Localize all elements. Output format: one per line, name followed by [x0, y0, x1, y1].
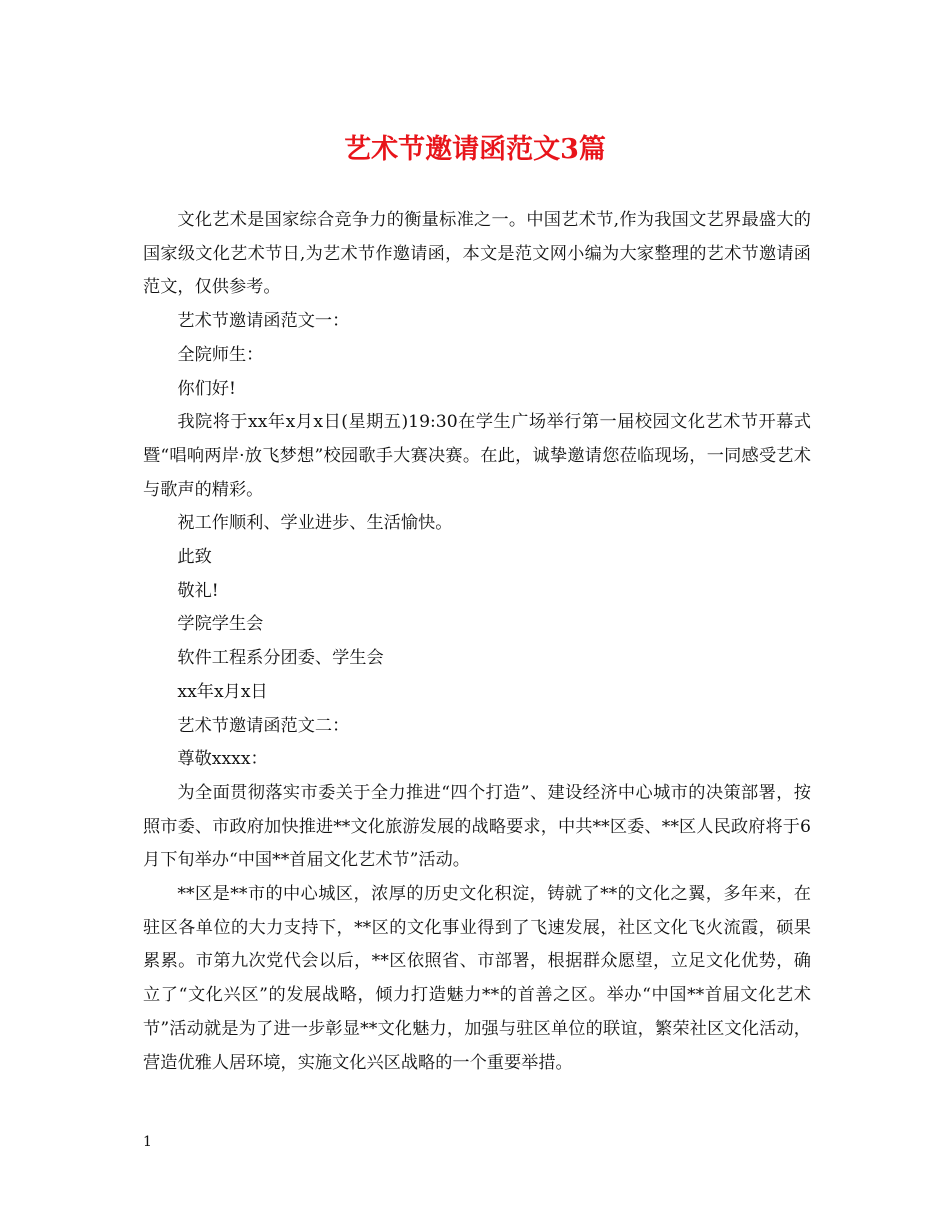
paragraph-invitation: 我院将于xx年x月x日(星期五)19:30在学生广场举行第一届校园文化艺术节开幕式暨“唱响两岸·放飞梦想”校园歌手大赛决赛。在此，诚挚邀请您莅临现场，一同感受艺术与歌声的精彩。	[143, 412, 811, 500]
paragraph-greeting: 你们好!	[177, 378, 236, 399]
paragraph-district-culture: **区是**市的中心城区，浓厚的历史文化积淀，铸就了**的文化之翼，多年来，在驻区各单位的大力支持下，**区的文化事业得到了飞速发展，社区文化飞火流霞，硕果累累。市第九次党代会以后，**区依照省、市部署，根据群众愿望，立足文化优势，确立了“文化兴区”的发展战略，倾力打造魅力**的首善之区。举办“中国**首届文化艺术节”活动就是为了进一步彰显**文化魅力，加强与驻区单位的联谊，繁荣社区文化活动，营造优雅人居环境，实施文化兴区战略的一个重要举措。	[143, 884, 811, 1073]
paragraph-regards: 敬礼!	[177, 580, 219, 601]
paragraph-signature-dept: 软件工程系分团委、学生会	[177, 648, 384, 669]
paragraph-closing: 此致	[177, 547, 212, 568]
paragraph-date: xx年x月x日	[177, 681, 268, 702]
page-number: 1	[143, 1134, 152, 1150]
paragraph-intro: 文化艺术是国家综合竞争力的衡量标准之一。中国艺术节,作为我国文艺界最盛大的国家级文化艺术节日,为艺术节作邀请函，本文是范文网小编为大家整理的艺术节邀请函范文，仅供参考。	[143, 210, 811, 298]
paragraph-background: 为全面贯彻落实市委关于全力推进“四个打造”、建设经济中心城市的决策部署，按照市委、市政府加快推进**文化旅游发展的战略要求，中共**区委、**区人民政府将于6月下旬举办“中国**首届文化艺术节”活动。	[143, 782, 811, 871]
document-body	[143, 204, 811, 1080]
paragraph-wishes: 祝工作顺利、学业进步、生活愉快。	[177, 513, 453, 534]
document-title: 艺术节邀请函范文3篇	[344, 134, 606, 165]
paragraph-heading-sample-one: 艺术节邀请函范文一：	[177, 311, 350, 332]
paragraph-heading-sample-two: 艺术节邀请函范文二：	[177, 715, 350, 736]
paragraph-salutation-two: 尊敬xxxx：	[177, 749, 268, 770]
paragraph-salutation: 全院师生：	[177, 344, 264, 365]
paragraph-signature-union: 学院学生会	[177, 614, 264, 635]
